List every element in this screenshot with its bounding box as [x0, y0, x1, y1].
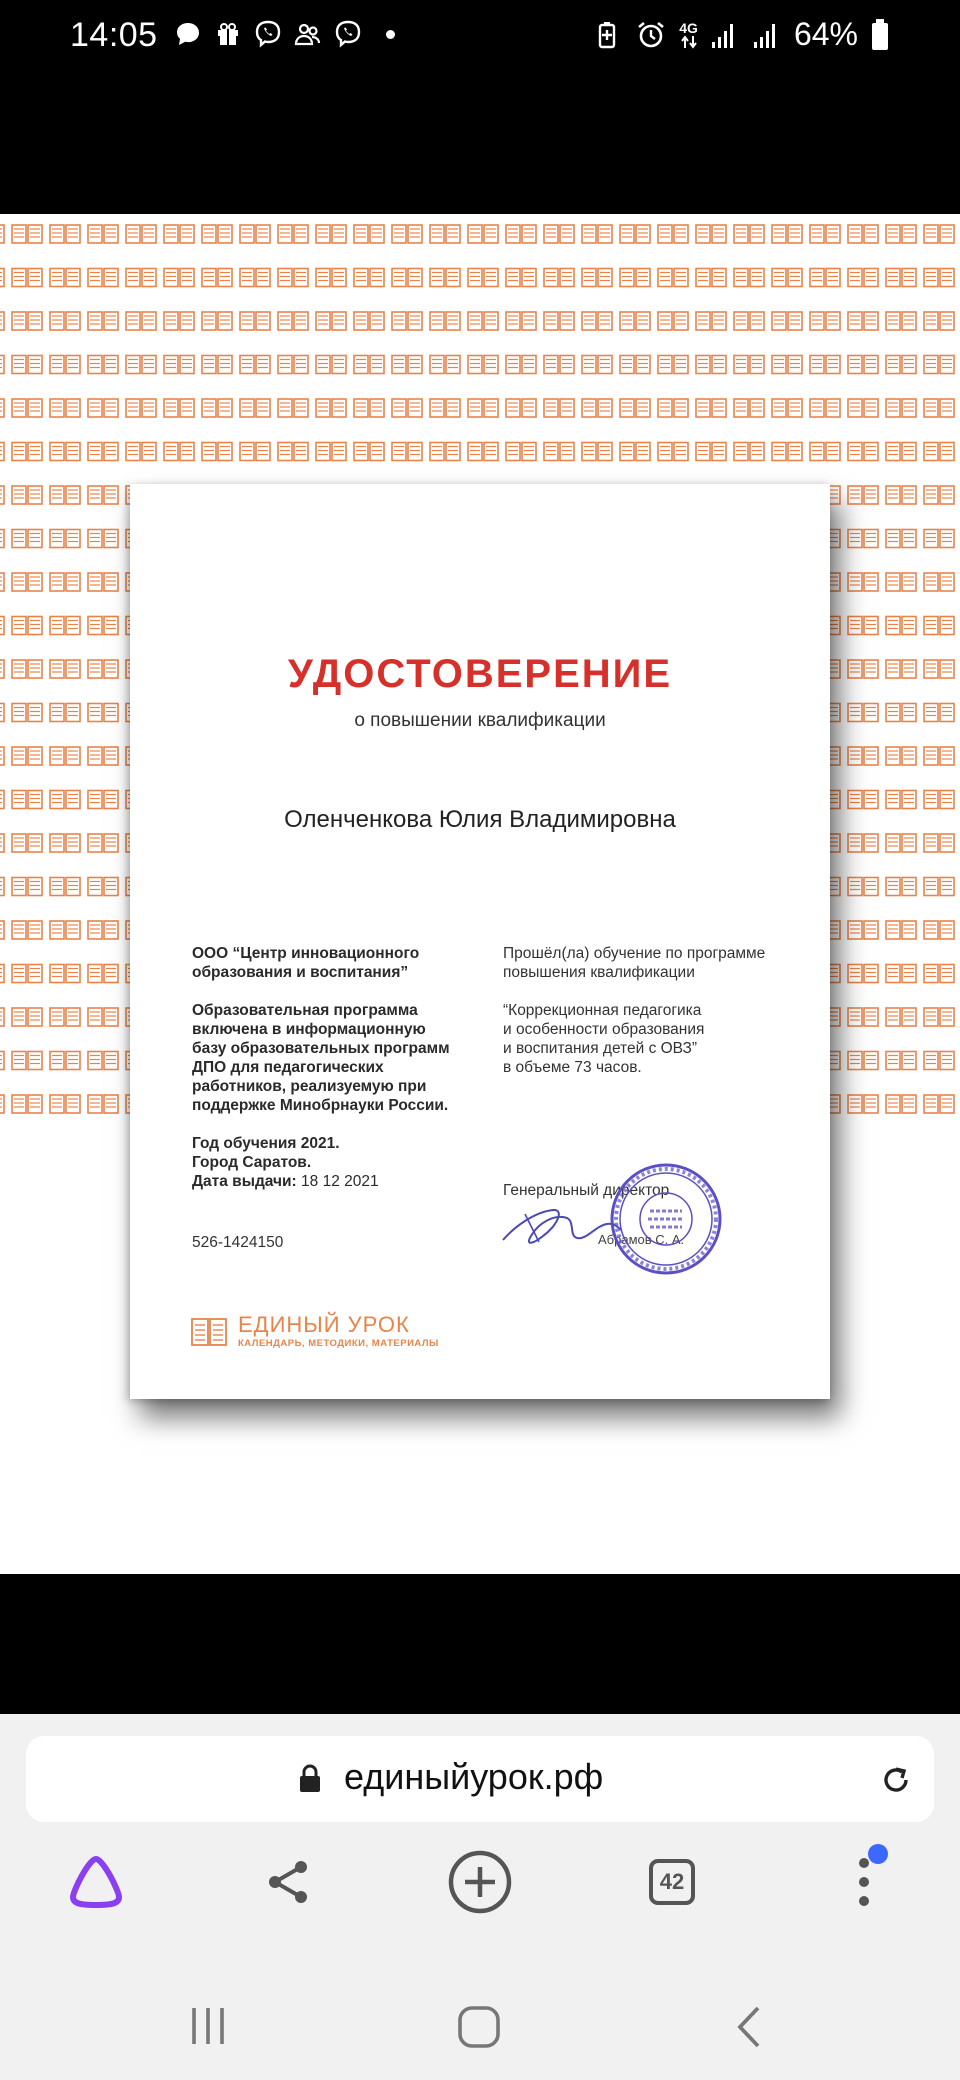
- certificate-number: 526-1424150: [192, 1234, 284, 1251]
- edinyi-urok-logo: [190, 1314, 439, 1349]
- network-indicator: [679, 21, 698, 49]
- viber-icon: [252, 18, 284, 50]
- alice-assistant-button[interactable]: [64, 1850, 128, 1914]
- lock-icon: [298, 1764, 322, 1794]
- logo-name: ЕДИНЫЙ УРОК: [238, 1312, 410, 1337]
- page-content[interactable]: [0, 214, 960, 1574]
- url-text[interactable]: единыйурок.рф: [344, 1756, 604, 1797]
- director-label: Генеральный директор: [503, 1182, 670, 1199]
- issue-date-label: Дата выдачи:: [192, 1173, 297, 1190]
- program-line: работников, реализуемую при: [192, 1078, 427, 1095]
- recipient-name: Оленченкова Юлия Владимировна: [284, 806, 676, 833]
- city: Город Саратов.: [192, 1154, 312, 1171]
- letterbox-bottom: [0, 1574, 960, 1714]
- alarm-icon: [635, 19, 667, 51]
- data-arrows-icon: [680, 35, 698, 49]
- reload-icon[interactable]: [876, 1760, 916, 1800]
- org-line: образования и воспитания”: [192, 964, 409, 981]
- issue-date-row: [192, 1172, 482, 1191]
- more-notifications-dot: [386, 30, 395, 39]
- gift-icon: [212, 18, 244, 50]
- alice-icon: [65, 1851, 127, 1913]
- browser-toolbar: [0, 1714, 960, 2080]
- book-icon: [190, 1316, 228, 1348]
- share-icon: [263, 1857, 313, 1907]
- logo-tagline: КАЛЕНДАРЬ, МЕТОДИКИ, МАТЕРИАЛЫ: [238, 1338, 439, 1349]
- status-bar: [0, 0, 960, 74]
- battery-level: 64%: [793, 16, 858, 52]
- menu-notification-dot: [868, 1844, 888, 1864]
- home-icon[interactable]: [456, 2004, 502, 2050]
- certificate-title: УДОСТОВЕРЕНИЕ: [287, 652, 673, 696]
- training-line: Прошёл(ла) обучение по программе: [503, 945, 766, 962]
- issue-date: 18 12 2021: [301, 1173, 379, 1190]
- contacts-icon: [292, 18, 324, 50]
- battery-icon: [870, 18, 890, 52]
- plus-circle-icon: [447, 1849, 513, 1915]
- signal-icon: [710, 20, 740, 50]
- clock: 14:05: [70, 16, 158, 54]
- certificate-subtitle: о повышении квалификации: [354, 710, 606, 731]
- signal-icon: [752, 20, 782, 50]
- program-line: базу образовательных программ: [192, 1040, 450, 1057]
- course-line: в объеме 73 часов.: [503, 1059, 642, 1076]
- battery-saver-icon: [591, 19, 623, 51]
- course-line: и воспитания детей с ОВЗ”: [503, 1040, 698, 1057]
- course-line: “Коррекционная педагогика: [503, 1002, 702, 1019]
- course-line: и особенности образования: [503, 1021, 705, 1038]
- back-icon[interactable]: [730, 2004, 770, 2050]
- program-line: ДПО для педагогических: [192, 1059, 384, 1076]
- address-bar[interactable]: [26, 1736, 934, 1822]
- issuer-block: [192, 944, 482, 1191]
- letterbox-top: [0, 74, 960, 214]
- system-icons: [591, 16, 890, 53]
- viber-icon: [332, 18, 364, 50]
- system-navigation-bar: [0, 1960, 960, 2080]
- more-vertical-icon: [857, 1855, 871, 1909]
- tabs-count: 42: [649, 1859, 695, 1905]
- program-line: Образовательная программа: [192, 1002, 418, 1019]
- new-tab-button[interactable]: [446, 1850, 514, 1914]
- signatory-name: Абрамов С. А.: [598, 1232, 685, 1247]
- program-line: включена в информационную: [192, 1021, 426, 1038]
- company-stamp: [606, 1159, 726, 1279]
- training-line: повышения квалификации: [503, 964, 695, 981]
- tabs-button[interactable]: [640, 1850, 704, 1914]
- share-button[interactable]: [256, 1850, 320, 1914]
- study-year: Год обучения 2021.: [192, 1135, 340, 1152]
- program-line: поддержке Минобрнауки России.: [192, 1097, 449, 1114]
- chat-icon: [172, 18, 204, 50]
- recent-apps-icon[interactable]: [186, 2004, 230, 2048]
- org-line: ООО “Центр инновационного: [192, 945, 420, 962]
- certificate-document: [130, 484, 830, 1399]
- course-block: [503, 944, 803, 1077]
- network-type: 4G: [679, 19, 698, 36]
- notification-icons: [172, 18, 395, 50]
